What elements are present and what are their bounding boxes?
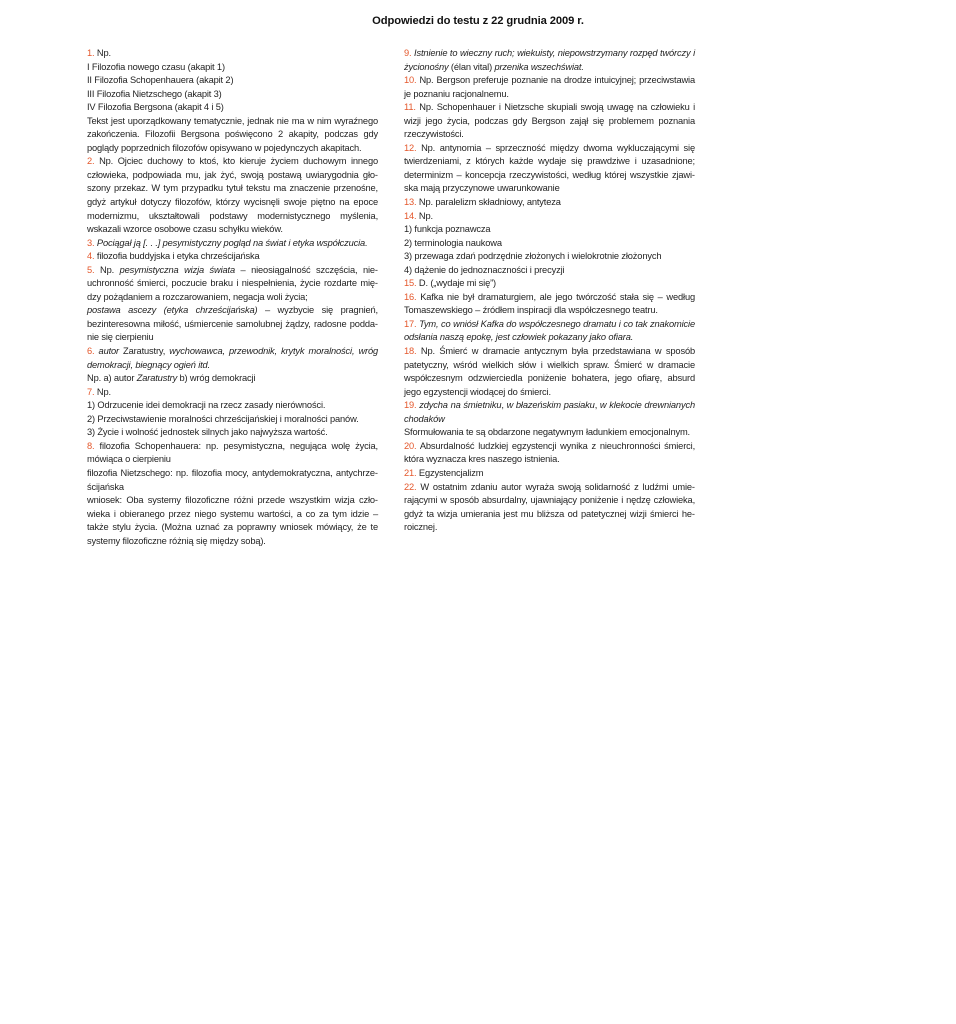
- answer-text: Zaratustry,: [118, 346, 170, 357]
- answer-item: [404, 291, 695, 318]
- answer-number: 19.: [404, 400, 417, 411]
- answer-line: [87, 101, 378, 115]
- answer-text-italic: wychowawca, przewodnik, krytyk moralności, wróg demokracji, biegnący ogień itd.: [87, 346, 378, 370]
- answer-item: [404, 467, 695, 481]
- answer-item: [404, 318, 695, 345]
- answer-line: [87, 467, 378, 494]
- answer-line: [87, 426, 378, 440]
- answer-text: 3) Życie i wolność jednostek silnych jako najwyższa wartość.: [87, 427, 328, 438]
- answer-text: 1) Odrzucenie idei demokracji na rzecz zasady nierówności.: [87, 400, 326, 411]
- answer-number: 21.: [404, 467, 417, 478]
- answer-text: W ostatnim zdaniu autor wyraża swoją solidarność z ludźmi umierającymi w sposób absurdalny, ujawniający poniżenie i nędzę człowieka, gdyż ta wizja umierania jest mu bliższa od patetycznej wizji śmierci heroicznej.: [404, 481, 695, 533]
- answer-item: [87, 250, 378, 264]
- answer-item: [404, 142, 695, 196]
- answer-line: [404, 250, 695, 264]
- answer-item: [404, 74, 695, 101]
- answer-text-italic: Pociągał ją [. . .] pesymistyczny pogląd na świat i etyka współczucia.: [94, 237, 368, 248]
- answer-line: [404, 264, 695, 278]
- answer-number: 9.: [404, 48, 412, 58]
- answer-line: [404, 223, 695, 237]
- answer-text-italic: autor: [94, 346, 119, 357]
- answer-line: [87, 115, 378, 156]
- right-column: [404, 47, 695, 535]
- answer-text: filozofia Schopenhauera: np. pesymistyczna, negująca wolę życia, mówiąca o cierpieniu: [87, 440, 378, 465]
- answer-text: 2) Przeciwstawienie moralności chrześcijańskiej i moralności panów.: [87, 413, 359, 424]
- answer-text: III Filozofia Nietzschego (akapit 3): [87, 88, 222, 99]
- answer-text: ,: [594, 400, 600, 411]
- answer-number: 11.: [404, 102, 416, 113]
- answer-text: Np.: [94, 264, 120, 275]
- answer-text: ,: [501, 400, 507, 411]
- answer-number: 3.: [87, 237, 95, 248]
- answer-text: 3) przewaga zdań podrzędnie złożonych i wielokrotnie złożonych: [404, 251, 662, 262]
- answer-text-italic: Istnienie to wieczny ruch; wiekuisty, niepowstrzymany rozpęd twórczy i życionośny: [404, 48, 695, 72]
- answer-text: Np.: [94, 48, 111, 58]
- answer-text-italic: Tym, co wniósł Kafka do współczesnego dramatu i co tak znakomicie odsłania naszą epokę, jest człowiek pokazany jako ofiara.: [404, 318, 695, 343]
- answer-line: [404, 237, 695, 251]
- answer-text-italic: postawa ascezy (etyka chrześcijańska): [87, 305, 258, 316]
- answer-text: Np. paralelizm składniowy, antyteza: [416, 197, 561, 208]
- answer-line: [87, 61, 378, 75]
- answer-text: filozofia Nietzschego: np. filozofia mocy, antydemokratyczna, antychrześcijańska: [87, 467, 378, 492]
- answer-item: [404, 210, 695, 224]
- answer-text: Np. Śmierć w dramacie antycznym była przedstawiana w sposób patetyczny, wśród wielkich słów i wielkich spraw. Śmierć w dramacie współczesnym odzwierciedla poniżenie bohatera, jego ofiarę, absurd jego egzystencji wiodącej do śmierci.: [404, 346, 695, 397]
- answer-line: [87, 74, 378, 88]
- answer-number: 20.: [404, 440, 417, 451]
- answer-item: [87, 264, 378, 305]
- answer-text: D. („wydaje mi się”): [416, 278, 496, 289]
- answer-item: [404, 481, 695, 535]
- answer-text: Np. a) autor: [87, 373, 137, 384]
- answer-text: filozofia buddyjska i etyka chrześcijańska: [94, 251, 260, 262]
- answer-number: 10.: [404, 75, 417, 86]
- answer-number: 1.: [87, 48, 95, 58]
- answer-text: Np. antynomia – sprzeczność między dwoma wykluczającymi się twierdzeniami, z których każde wydaje się prawdziwe i uzasadnione; determinizm – koncepcja rzeczywistości, według której wszystkie zjawiska mają przyczynowe uwarunkowanie: [404, 142, 695, 194]
- answer-item: [404, 440, 695, 467]
- answer-text: b) wróg demokracji: [177, 373, 256, 384]
- answer-text: wniosek: Oba systemy filozoficzne różni przede wszystkim wizja człowieka i obieranego przez niego systemu wartości, a co za tym idzie – także stylu życia. (Można uznać za poprawny wniosek mówiący, że te systemy filozoficzne różnią się między sobą).: [87, 495, 378, 546]
- answer-text: Np. Bergson preferuje poznanie na drodze intuicyjnej; przeciwstawia je poznaniu racjonalnemu.: [404, 75, 695, 99]
- answer-number: 12.: [404, 142, 417, 153]
- answer-text-italic: pesymistyczna wizja świata: [119, 264, 236, 275]
- answer-text-italic: przenika wszechświat.: [494, 61, 584, 72]
- answer-number: 5.: [87, 264, 95, 275]
- answer-item: [87, 345, 378, 372]
- answer-text: Np.: [416, 210, 433, 221]
- answer-text-italic: w klekocie drewnianych chodaków: [404, 400, 695, 424]
- answer-number: 7.: [87, 386, 95, 397]
- answer-text: 4) dążenie do jednoznaczności i precyzji: [404, 264, 565, 275]
- answer-number: 6.: [87, 346, 95, 357]
- answer-line: [87, 88, 378, 102]
- answer-text: Sformułowania te są obdarzone negatywnym ładunkiem emocjonalnym.: [404, 427, 690, 438]
- answer-text: 1) funkcja poznawcza: [404, 224, 491, 235]
- answer-text: I Filozofia nowego czasu (akapit 1): [87, 61, 225, 72]
- answer-number: 2.: [87, 156, 95, 167]
- answer-text: Np.: [94, 386, 111, 397]
- answer-number: 13.: [404, 197, 417, 208]
- answer-text: (élan vital): [448, 61, 495, 72]
- answer-text: Np. Schopenhauer i Nietzsche skupiali swoją uwagę na człowieku i wizji jego życia, podczas gdy Bergson zajął się problemem poznania rzeczywistości.: [404, 102, 695, 140]
- answer-line: [87, 413, 378, 427]
- page-title: Odpowiedzi do testu z 22 grudnia 2009 r.: [372, 15, 584, 27]
- answer-item: [87, 237, 378, 251]
- answer-text: – nieosiągalność szczęścia, nieuchronność śmierci, poczucie braku i niespełnienia, życie rozdarte między pożądaniem a rozczarowaniem, negacja woli życia;: [87, 264, 379, 302]
- answer-item: [404, 399, 695, 426]
- answer-number: 14.: [404, 210, 417, 221]
- answer-number: 8.: [87, 440, 95, 451]
- answer-text: Np. Ojciec duchowy to ktoś, kto kieruje życiem duchowym innego człowieka, podpowiada mu, jak żyć, swoją postawą uwiarygodnia głoszony przekaz. W tym przypadku tytuł tekstu ma znaczenie przenośne, gdyż artykuł dotyczy filozofów, którzy wycisnęli swoje piętno na epoce modernizmu, ukształtowali podstawy modernistycznego myślenia, wskazali wzorce osobowe czasu schyłku wieków.: [87, 156, 378, 235]
- answer-text-italic: w błazeńskim pasiaku: [506, 400, 595, 411]
- answer-number: 15.: [404, 278, 417, 289]
- answer-item: [404, 345, 695, 399]
- answer-line: [87, 304, 378, 345]
- answer-text: Tekst jest uporządkowany tematycznie, jednak nie ma w nim wyraźnego zakończenia. Filozofii Bergsona poświęcono 2 akapity, podczas gdy poglądy poprzednich filozofów opisywano w pojedynczych akapitach.: [87, 115, 378, 153]
- answer-text: IV Filozofia Bergsona (akapit 4 i 5): [87, 102, 224, 113]
- answer-text: Absurdalność ludzkiej egzystencji wynika z nieuchronności śmierci, która wyznacza kres naszego istnienia.: [404, 440, 695, 465]
- answer-line: [87, 372, 378, 386]
- answer-line: [404, 426, 695, 440]
- answer-text: – wyzbycie się pragnień, bezinteresowna miłość, uśmiercenie samolubnej żądzy, radosne poddanie się cierpieniu: [87, 305, 378, 343]
- answer-text: Kafka nie był dramaturgiem, ale jego twórczość stała się – według Tomaszewskiego – źródłem inspiracji dla współczesnego teatru.: [404, 291, 695, 316]
- answer-number: 17.: [404, 318, 417, 329]
- answer-item: [87, 440, 378, 467]
- answer-number: 18.: [404, 346, 417, 357]
- answer-item: [404, 47, 695, 74]
- answer-item: [404, 101, 695, 142]
- left-column: [87, 47, 378, 548]
- answer-number: 16.: [404, 291, 417, 302]
- answer-text-italic: zdycha na śmietniku: [416, 400, 502, 411]
- answer-number: 22.: [404, 481, 417, 492]
- answer-item: [404, 196, 695, 210]
- answer-text: Egzystencjalizm: [416, 467, 484, 478]
- answer-item: [87, 155, 378, 236]
- answer-text: 2) terminologia naukowa: [404, 237, 502, 248]
- answer-text: II Filozofia Schopenhauera (akapit 2): [87, 75, 234, 86]
- answer-line: [87, 399, 378, 413]
- answer-item: [404, 277, 695, 291]
- answer-number: 4.: [87, 251, 95, 262]
- answer-item: [87, 386, 378, 400]
- answer-item: [87, 47, 378, 61]
- answer-text-italic: Zaratustry: [136, 373, 178, 384]
- answer-line: [87, 494, 378, 548]
